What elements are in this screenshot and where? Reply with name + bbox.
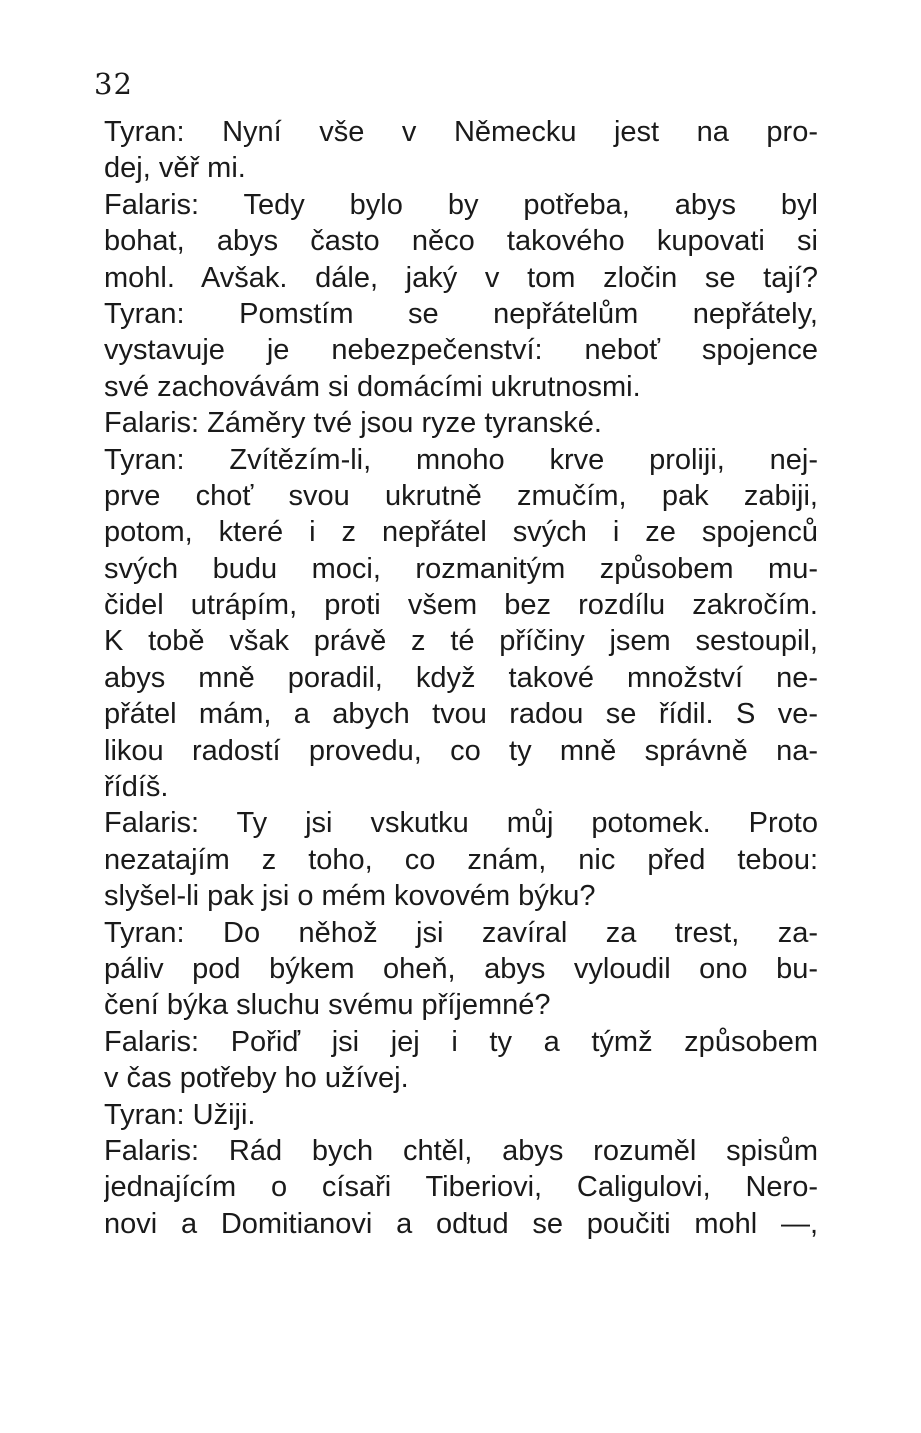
text-line: nezatajím z toho, co znám, nic před tebou:	[104, 843, 818, 876]
text-line: Falaris: Pořiď jsi jej i ty a týmž způsobem	[104, 1025, 818, 1058]
text-line: Tyran: Užiji.	[104, 1098, 256, 1131]
text-line: abys mně poradil, když takové množství ne-	[104, 661, 818, 694]
text-line: Falaris: Ty jsi vskutku můj potomek. Proto	[104, 807, 818, 840]
text-line: Tyran: Nyní vše v Německu jest na pro-	[104, 116, 818, 148]
text-line: prve choť svou ukrutně zmučím, pak zabiji,	[104, 479, 818, 512]
text-line: dej, věř mi.	[104, 152, 246, 185]
text-line: páliv pod býkem oheň, abys vyloudil ono bu-	[104, 952, 818, 985]
text-line: Tyran: Do něhož jsi zavíral za trest, za-	[104, 916, 818, 949]
text-line: mohl. Avšak. dále, jaký v tom zločin se tají?	[104, 261, 818, 294]
text-line: vystavuje je nebezpečenství: neboť spojence	[104, 334, 818, 367]
text-line: řídíš.	[104, 771, 169, 804]
text-line: čení býka sluchu svému příjemné?	[104, 989, 551, 1022]
text-line: svých budu moci, rozmanitým způsobem mu-	[104, 552, 818, 585]
text-line: přátel mám, a abych tvou radou se řídil. S ve-	[104, 698, 818, 731]
text-line: v čas potřeby ho užívej.	[104, 1062, 409, 1095]
text-line: čidel utrápím, proti všem bez rozdílu zakročím.	[104, 589, 818, 622]
text-line: Tyran: Zvítězím-li, mnoho krve proliji, nej-	[104, 443, 818, 476]
text-line: K tobě však právě z té příčiny jsem sestoupil,	[104, 625, 818, 658]
text-line: Falaris: Rád bych chtěl, abys rozuměl spisům	[104, 1134, 818, 1167]
text-line: bohat, abys často něco takového kupovati si	[104, 225, 818, 258]
text-line: jednajícím o císaři Tiberiovi, Caligulovi, Nero-	[104, 1171, 818, 1204]
text-line: novi a Domitianovi a odtud se poučiti mohl —,	[104, 1207, 818, 1240]
text-line: Tyran: Pomstím se nepřátelům nepřátely,	[104, 297, 818, 330]
text-line: potom, které i z nepřátel svých i ze spojenců	[104, 516, 818, 549]
text-line: Falaris: Záměry tvé jsou ryze tyranské.	[104, 407, 602, 440]
body-text	[104, 114, 818, 1242]
text-line: své zachovávám si domácími ukrutnosmi.	[104, 370, 641, 403]
text-line: likou radostí provedu, co ty mně správně na-	[104, 734, 818, 767]
text-line: Falaris: Tedy bylo by potřeba, abys byl	[104, 188, 818, 221]
text-line: slyšel-li pak jsi o mém kovovém býku?	[104, 880, 596, 913]
page-number: 32	[94, 67, 133, 101]
